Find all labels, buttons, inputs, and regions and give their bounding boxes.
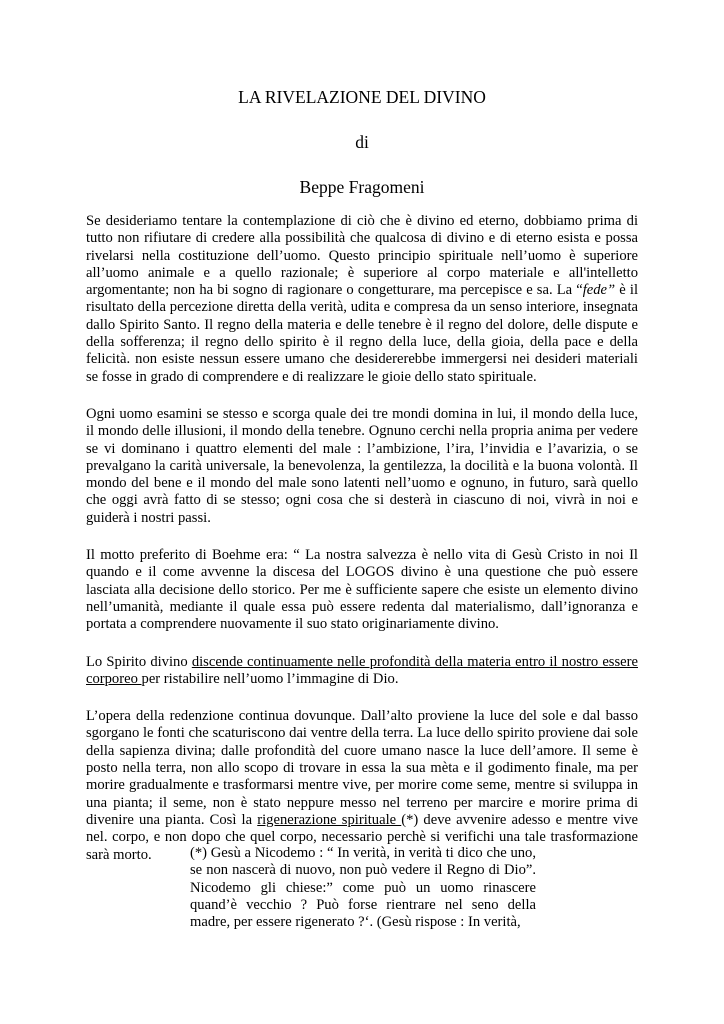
paragraph-5-text-a: L’opera della redenzione continua dovunque. Dall’alto proviene la luce del sole e dal basso sgorgano le fonti che scaturiscono dai ventre della terra. La luce dello spirito proviene dai sole della sapienza divina; dalle profondità del cuore umano nasce la luce dell’amore. Il seme è posto nella terra, non allo scopo di trovare in essa la sua mèta e il godimento finale, ma per morire gradualmente e trasformarsi mentre vive, per morire come seme, mentre si sviluppa in una pianta; il seme, non è stato neppure messo nel terreno per marcire e morire prima di divenire una pianta. Così la xyxy=(86,708,638,828)
author-name: Beppe Fragomeni xyxy=(299,177,425,197)
paragraph-1-text-a: Se desideriamo tentare la contemplazione di ciò che è divino ed eterno, dobbiamo prima di tutto non rifiutare di credere alla possibilità che qualcosa di divino e di eterno esista e possa rivelarsi nella costituzione dell’uomo. Questo principio spirituale nell’uomo è superiore all’uomo animale e a quello razionale; è superiore al corpo materiale e all'intelletto argomentante; non ha bi sogno di ragionare o congetturare, ma percepisce e sa. La “ xyxy=(86,213,638,299)
paragraph-3: Il motto preferito di Boehme era: “ La nostra salvezza è nello vita di Gesù Cristo in noi Il quando e il come avvenne la discesa del LOGOS divino è una questione che può essere lasciata alla decisione dello storico. Per me è sufficiente sapere che esiste un elemento divino nell’umanità, mediante il quale essa può essere redenta dal materialismo, dall’ignoranza e portata a comprendere nuovamente il suo stato originariamente divino. xyxy=(86,547,638,633)
paragraph-5 xyxy=(86,708,638,864)
paragraph-4-text-a: Lo Spirito divino xyxy=(86,653,192,670)
title-di: di xyxy=(355,132,369,152)
paragraph-5-text-b: (*) deve avvenire adesso e mentre vive nel. corpo, e non dopo che quel corpo, necessario perchè si verifichi una tale trasformazione sarà morto. xyxy=(86,811,638,863)
document-page xyxy=(86,86,638,884)
paragraph-4-text-b: per ristabilire nell’uomo l’immagine di Dio. xyxy=(141,670,399,687)
paragraph-1 xyxy=(86,213,638,386)
paragraph-4-underlined: discende continuamente nelle profondità della materia entro il nostro essere corporeo xyxy=(86,653,638,687)
footnote: (*) Gesù a Nicodemo : “ In verità, in verità ti dico che uno, se non nascerà di nuovo, non può vedere il Regno di Dio”. Nicodemo gli chiese:” come può un uomo rinascere quand’è vecchio ? Può forse rientrare nel seno della madre, per essere rigenerato ?‘. (Gesù rispose : In verità, xyxy=(190,845,536,931)
document-title: LA RIVELAZIONE DEL DIVINO xyxy=(238,87,486,107)
paragraph-1-text-b: è il risultato della percezione diretta della verità, udita e compresa da un senso interiore, insegnata dallo Spirito Santo. Il regno della materia e delle tenebre è il regno del dolore, delle dispute e della sofferenza; il regno dello spirito è il regno della luce, della gioia, della pace e della felicità. non esiste nessun essere umano che desidererebbe immergersi nei desideri materiali se fosse in grado di comprendere e di realizzare le gioie dello stato spirituale. xyxy=(86,282,638,385)
paragraph-5-underlined: rigenerazione spirituale xyxy=(257,811,402,828)
paragraph-4 xyxy=(86,654,638,689)
fede-italic: fede” xyxy=(582,282,616,299)
paragraph-2: Ogni uomo esamini se stesso e scorga quale dei tre mondi domina in lui, il mondo della luce, il mondo delle illusioni, il mondo della tenebre. Ognuno cerchi nella propria anima per vedere se vi dominano i quattro elementi del male : l’ambizione, l’ira, l’invidia e l’avarizia, o se prevalgano la carità universale, la benevolenza, la gentilezza, la docilità e la buona volontà. Il mondo del bene e il mondo del male sono latenti nell’uomo e ognuno, in futuro, sarà quello che oggi avrà fatto di se stesso; ogni cosa che si desterà in ciascuno di noi, vivrà in noi e guiderà i nostri passi. xyxy=(86,405,638,526)
